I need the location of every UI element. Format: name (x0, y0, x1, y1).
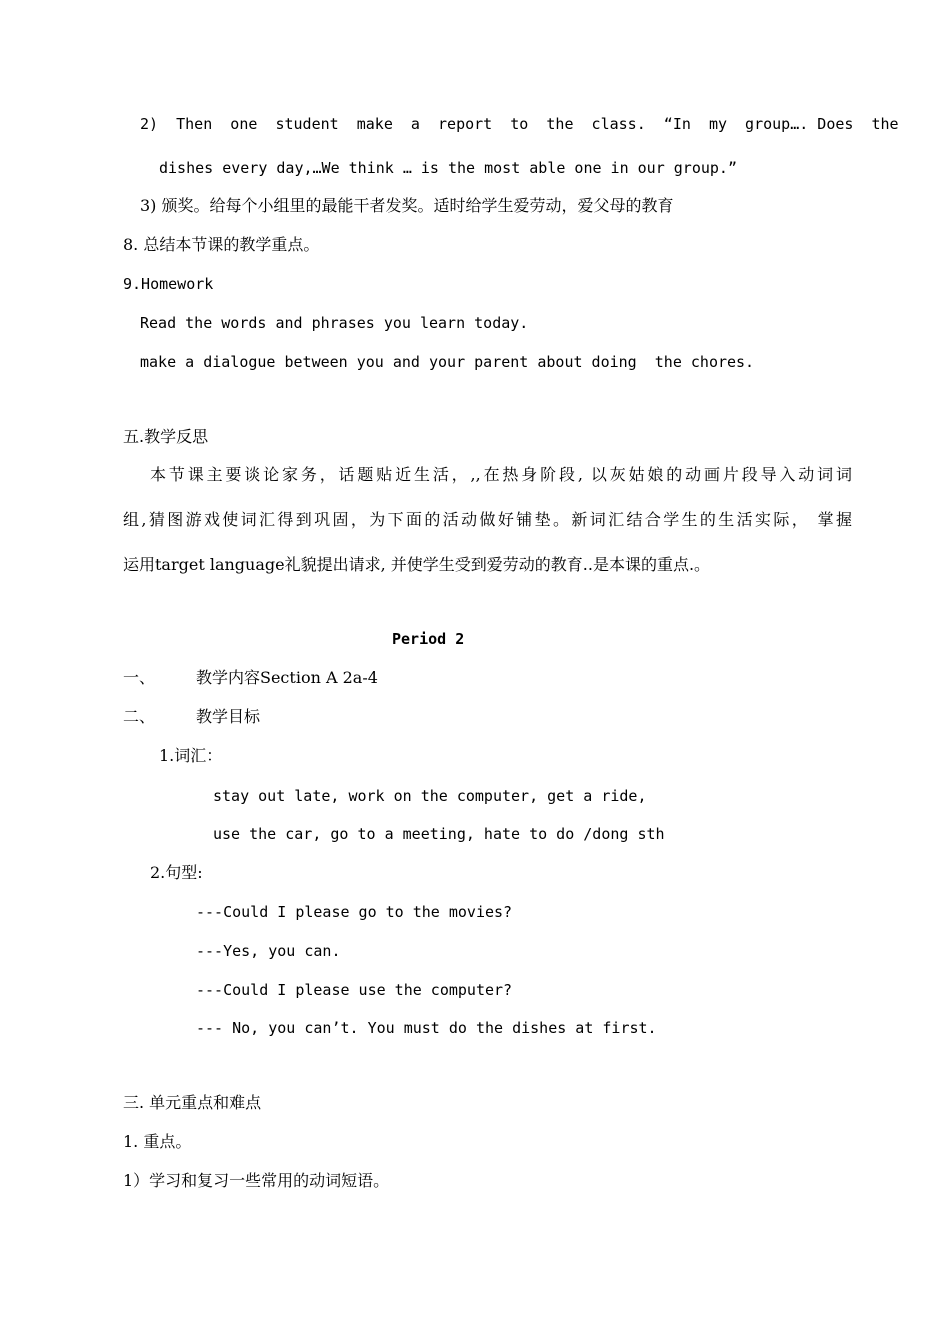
pattern-4: --- No, you can’t. You must do the dishes at first. (196, 1019, 657, 1037)
homework-line1: Read the words and phrases you learn today. (140, 314, 529, 332)
key-points-label: 1. 重点。 (123, 1132, 192, 1151)
pattern-1: ---Could I please go to the movies? (196, 903, 513, 921)
vocabulary-line2: use the car, go to a meeting, hate to do /dong sth (213, 825, 665, 843)
section2-text: 教学目标 (196, 707, 261, 726)
reflection-heading: 五.教学反思 (123, 427, 209, 446)
step7-item2-line2: dishes every day,…We think … is the most able one in our group.” (159, 159, 737, 177)
reflection-line3: 运用target language礼貌提出请求, 并使学生受到爱劳动的教育..是本课的重点.。 (123, 555, 711, 574)
section1-text: 教学内容Section A 2a-4 (196, 668, 378, 687)
step9-title: 9.Homework (123, 275, 214, 293)
step7-item3: 3) 颁奖。给每个小组里的最能干者发奖。适时给学生爱劳动，爱父母的教育 (140, 196, 674, 215)
section3-heading: 三. 单元重点和难点 (123, 1093, 262, 1112)
reflection-line1: 本节课主要谈论家务，话题贴近生活，,,在热身阶段, 以灰姑娘的动画片段导入动词词 (150, 465, 852, 484)
pattern-2: ---Yes, you can. (196, 942, 341, 960)
reflection-line2: 组,猜图游戏使词汇得到巩固，为下面的活动做好铺垫。新词汇结合学生的生活实际， 掌握 (123, 510, 852, 529)
key-point-1: 1）学习和复习一些常用的动词短语。 (123, 1171, 390, 1190)
homework-line2: make a dialogue between you and your parent about doing the chores. (140, 353, 755, 371)
vocabulary-line1: stay out late, work on the computer, get a ride, (213, 787, 647, 805)
vocabulary-label: 1.词汇： (159, 746, 223, 765)
period2-title: Period 2 (392, 630, 465, 648)
step8: 8. 总结本节课的教学重点。 (123, 235, 320, 254)
step7-item2-line1: 2) Then one student make a report to the class. “In my group…. Does the (140, 115, 899, 133)
section2-number: 二、 (123, 707, 156, 726)
section1-number: 一、 (123, 668, 156, 687)
pattern-3: ---Could I please use the computer? (196, 981, 513, 999)
sentence-patterns-label: 2.句型: (150, 863, 203, 882)
